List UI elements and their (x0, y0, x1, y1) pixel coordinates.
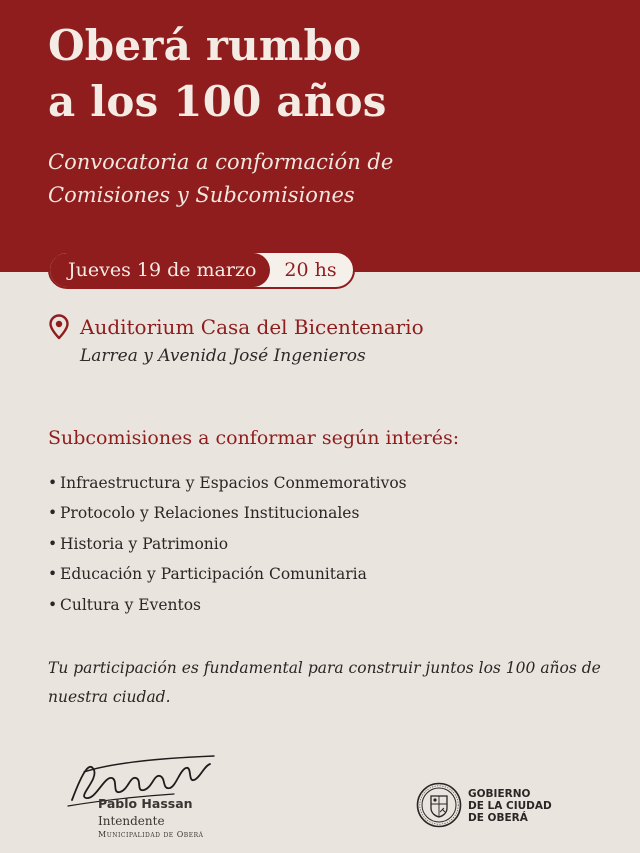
subtitle-line-1: Convocatoria a conformación de (48, 150, 394, 174)
list-item: • Historia y Patrimonio (48, 534, 229, 553)
subcommissions-heading: Subcomisiones a conformar según interés: (48, 427, 460, 449)
event-date: Jueves 19 de marzo (50, 253, 270, 287)
municipal-seal-icon (416, 782, 462, 828)
government-logo-text: GOBIERNO DE LA CIUDAD DE OBERÁ (468, 788, 552, 824)
date-time-badge (48, 251, 355, 289)
list-item: • Educación y Participación Comunitaria (48, 565, 367, 584)
subcommissions-list (48, 468, 407, 620)
subtitle (48, 146, 393, 212)
list-item: • Protocolo y Relaciones Institucionales (48, 504, 360, 523)
page-title (48, 18, 387, 130)
title-line-1: Oberá rumbo (48, 21, 362, 70)
venue-block (48, 312, 424, 370)
list-item: • Cultura y Eventos (48, 595, 202, 614)
signer-role: Intendente (98, 814, 165, 828)
signer-organization: Municipalidad de Oberá (98, 830, 204, 839)
header-banner (0, 0, 640, 272)
title-line-2: a los 100 años (48, 77, 387, 126)
list-item: • Infraestructura y Espacios Conmemorativos (48, 474, 407, 492)
location-pin-icon (48, 314, 70, 340)
subtitle-line-2: Comisiones y Subcomisiones (48, 183, 355, 207)
signer-name: Pablo Hassan (98, 796, 193, 811)
venue-name: Auditorium Casa del Bicentenario (80, 315, 424, 339)
venue-address: Larrea y Avenida José Ingenieros (80, 346, 366, 366)
event-time: 20 hs (284, 259, 337, 281)
closing-text: Tu participación es fundamental para construir juntos los 100 años de nuestra ciudad. (48, 659, 601, 706)
